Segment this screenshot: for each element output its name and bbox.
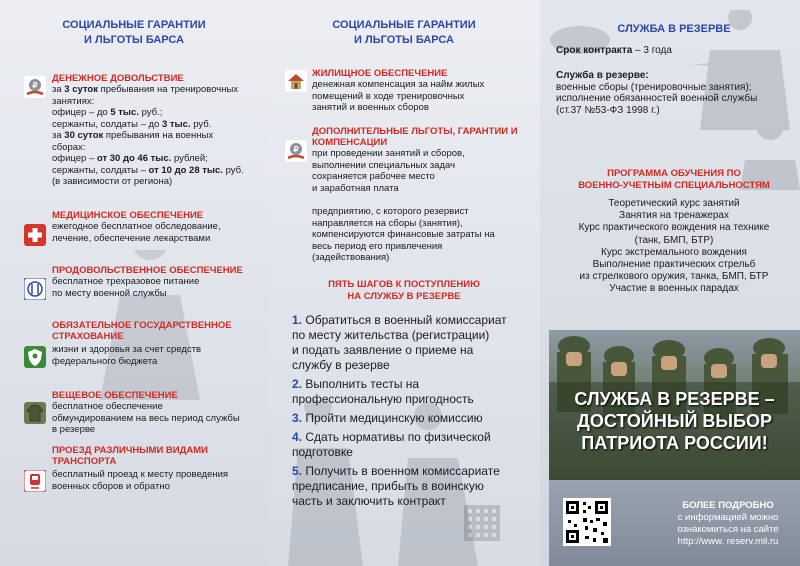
medical-title: МЕДИЦИНСКОЕ ОБЕСПЕЧЕНИЕ bbox=[52, 210, 204, 221]
slogan-line1: СЛУЖБА В РЕЗЕРВЕ – bbox=[574, 389, 775, 409]
panel1-title bbox=[20, 18, 248, 48]
footer-line1: БОЛЕЕ ПОДРОБНО bbox=[682, 500, 774, 511]
section-money bbox=[52, 73, 266, 188]
step-item: 1. Обратиться в военный комиссариат по месту жительства (регистрации) и подать заявление о приеме на службу в резерве bbox=[292, 313, 507, 372]
food-body: бесплатное трехразовое питание по месту военной службы bbox=[52, 276, 200, 299]
slogan bbox=[549, 388, 800, 454]
contract-term bbox=[556, 45, 794, 57]
program-list bbox=[552, 198, 796, 296]
money-title: ДЕНЕЖНОЕ ДОВОЛЬСТВИЕ bbox=[52, 73, 184, 84]
steps-title: ПЯТЬ ШАГОВ К ПОСТУПЛЕНИЮ НА СЛУЖБУ В РЕЗЕРВЕ bbox=[328, 279, 480, 302]
program-item: (танк, БМП, БТР) bbox=[634, 234, 714, 246]
panel1-title-line2: И ЛЬГОТЫ БАРСА bbox=[84, 34, 184, 46]
insurance-body: жизни и здоровья за счет средств федерального бюджета bbox=[52, 344, 202, 367]
extra-body: при проведении занятий и сборов, выполнении специальных задач сохраняется рабочее место и заработная плата предприятию, с которого резервист направляется на сборы (занятия), компенсируются финансовые затраты на весь период его привлечения (задействования) bbox=[312, 148, 495, 263]
program-title: ПРОГРАММА ОБУЧЕНИЯ ПО ВОЕННО-УЧЕТНЫМ СПЕЦИАЛЬНОСТЯМ bbox=[578, 168, 770, 191]
section-food bbox=[52, 265, 266, 299]
panel1-title-line1: СОЦИАЛЬНЫЕ ГАРАНТИИ bbox=[62, 19, 206, 31]
soldiers-photo bbox=[549, 330, 800, 480]
footer-line2: с информацией можно bbox=[677, 512, 779, 523]
step-item: 3. Пройти медицинскую комиссию bbox=[292, 411, 483, 425]
uniform-icon bbox=[24, 402, 46, 424]
house-icon bbox=[285, 70, 307, 92]
panel3-title: СЛУЖБА В РЕЗЕРВЕ bbox=[617, 23, 731, 35]
housing-body: денежная компенсация за найм жилых помещений в ходе тренировочных занятий и военных сборов bbox=[312, 79, 485, 113]
panel2-title-line2: И ЛЬГОТЫ БАРСА bbox=[354, 34, 454, 46]
program-item: Курс практического вождения на технике bbox=[578, 222, 770, 234]
program-item: Курс экстремального вождения bbox=[601, 246, 747, 258]
food-title: ПРОДОВОЛЬСТВЕННОЕ ОБЕСПЕЧЕНИЕ bbox=[52, 265, 243, 276]
svg-text:₽: ₽ bbox=[293, 145, 299, 154]
step-item: 4. Сдать нормативы по физической подготовке bbox=[292, 430, 491, 459]
program-item: из стрелкового оружия, танка, БМП, БТР bbox=[579, 271, 769, 283]
program-item: Выполнение практических стрельб bbox=[592, 259, 756, 271]
insurance-shield-icon bbox=[24, 346, 46, 368]
clothing-body: бесплатное обеспечение обмундированием на весь период службы в резерве bbox=[52, 401, 240, 435]
transport-title: ПРОЕЗД РАЗЛИЧНЫМИ ВИДАМИ ТРАНСПОРТА bbox=[52, 445, 208, 467]
program-item: Участие в военных парадах bbox=[609, 283, 739, 295]
section-extra bbox=[312, 126, 534, 264]
medical-cross-icon bbox=[24, 224, 46, 246]
section-housing bbox=[312, 68, 534, 114]
cutlery-icon bbox=[24, 278, 46, 300]
step-item: 5. Получить в военном комиссариате предписание, прибыть в воинскую часть и заключить контракт bbox=[292, 464, 500, 508]
slogan-line3: ПАТРИОТА РОССИИ! bbox=[581, 433, 768, 453]
section-medical bbox=[52, 210, 266, 244]
contract-value: – 3 года bbox=[632, 45, 672, 56]
train-icon bbox=[24, 470, 46, 492]
section-insurance bbox=[52, 320, 266, 367]
housing-title: ЖИЛИЩНОЕ ОБЕСПЕЧЕНИЕ bbox=[312, 68, 448, 79]
panel2-title-line1: СОЦИАЛЬНЫЕ ГАРАНТИИ bbox=[332, 19, 476, 31]
steps-list bbox=[292, 313, 532, 513]
extra-title: ДОПОЛНИТЕЛЬНЫЕ ЛЬГОТЫ, ГАРАНТИИ И КОМПЕНСАЦИИ bbox=[312, 126, 518, 148]
contract-label: Срок контракта bbox=[556, 45, 633, 56]
program-item: Теоретический курс занятий bbox=[608, 198, 740, 209]
footer-text bbox=[657, 500, 799, 548]
money-icon bbox=[24, 76, 46, 98]
service-label: Служба в резерве: bbox=[556, 70, 649, 81]
panel2-title bbox=[288, 18, 520, 48]
service-description: Служба в резерве: военные сборы (тренировочные занятия); исполнение обязанностей военной службы (ст.37 №53-ФЗ 1998 г.) bbox=[556, 70, 796, 116]
svg-text:₽: ₽ bbox=[32, 81, 38, 90]
slogan-line2: ДОСТОЙНЫЙ ВЫБОР bbox=[577, 411, 772, 431]
money-body: за 3 суток пребывания на тренировочных занятиях: офицер – до 5 тыс. руб.; сержанты, солдаты – до 3 тыс. руб. за 30 суток пребывания на военных сборах: офицер – от 30 до 46 тыс. рублей; сержанты, солдаты – от 10 до 28 тыс. руб. (в зависимости от региона) bbox=[52, 84, 244, 187]
qr-code-icon[interactable] bbox=[563, 498, 611, 546]
insurance-title: ОБЯЗАТЕЛЬНОЕ ГОСУДАРСТВЕННОЕ СТРАХОВАНИЕ bbox=[52, 320, 232, 342]
step-item: 2. Выполнить тесты на профессиональную пригодность bbox=[292, 377, 474, 406]
section-transport bbox=[52, 445, 266, 492]
footer bbox=[549, 480, 800, 566]
footer-line3: ознакомиться на сайте bbox=[677, 524, 779, 535]
compensation-icon bbox=[285, 140, 307, 162]
program-item: Занятия на тренажерах bbox=[619, 210, 729, 222]
section-clothing bbox=[52, 390, 266, 436]
footer-url-link[interactable]: http://www. reserv.mil.ru bbox=[677, 536, 779, 547]
clothing-title: ВЕЩЕВОЕ ОБЕСПЕЧЕНИЕ bbox=[52, 390, 178, 401]
transport-body: бесплатный проезд к месту проведения военных сборов и обратно bbox=[52, 469, 229, 492]
medical-body: ежегодное бесплатное обследование, лечение, обеспечение лекарствами bbox=[52, 221, 221, 244]
